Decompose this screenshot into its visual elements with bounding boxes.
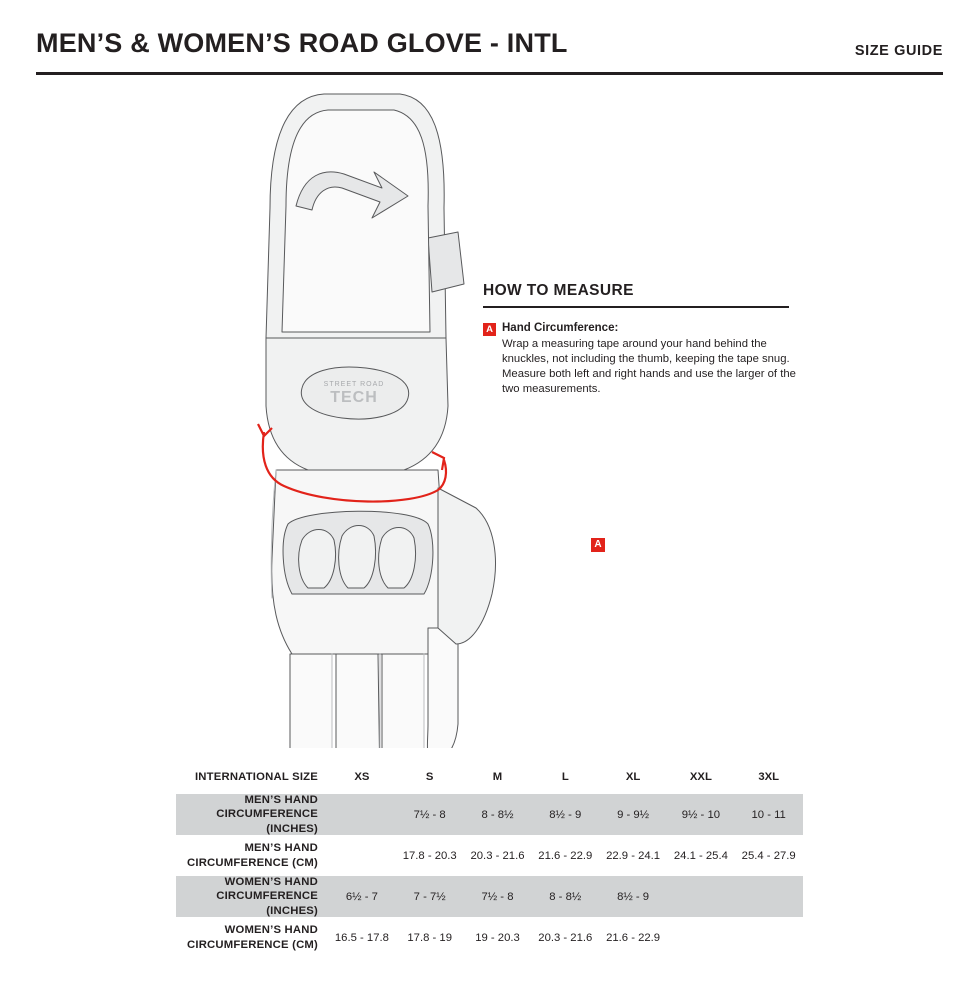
size-column-s: S	[425, 771, 434, 783]
cell-mens-cm-s: 17.8 - 20.3	[402, 849, 457, 862]
cell-womens-inches-s: 7 - 7½	[413, 890, 446, 903]
row-label-line2: CIRCUMFERENCE (CM)	[187, 938, 318, 951]
measure-text-block	[502, 322, 802, 397]
how-to-measure-section	[483, 282, 803, 397]
row-label-womens-cm	[176, 917, 328, 958]
row-label-mens-cm	[176, 835, 328, 876]
cell-mens-inches-xxl: 9½ - 10	[681, 808, 721, 821]
cell-womens-inches-l: 8 - 8½	[549, 890, 582, 903]
how-to-measure-divider	[483, 306, 789, 308]
cell-womens-cm-xl: 21.6 - 22.9	[606, 931, 661, 944]
glove-logo-line1: STREET ROAD	[323, 381, 385, 388]
row-label-mens-inches	[176, 794, 328, 835]
cell-mens-inches-s: 7½ - 8	[413, 808, 446, 821]
table-row	[176, 917, 803, 958]
page-header	[0, 0, 979, 78]
size-column-xl: XL	[625, 771, 641, 783]
measure-item-heading: Hand Circumference:	[502, 322, 619, 334]
cell-womens-cm-m: 19 - 20.3	[475, 931, 520, 944]
size-column-l: L	[561, 771, 569, 783]
row-label-line1: MEN’S HAND	[244, 794, 318, 807]
row-label-line2: CIRCUMFERENCE (CM)	[187, 856, 318, 869]
cell-womens-inches-m: 7½ - 8	[481, 890, 514, 903]
cell-womens-inches-xl: 8½ - 9	[617, 890, 650, 903]
cell-womens-cm-3xl	[735, 917, 803, 958]
row-label-line2: CIRCUMFERENCE (INCHES)	[216, 808, 318, 835]
row-label-line1: MEN’S HAND	[244, 842, 318, 855]
cell-womens-inches-xxl	[667, 876, 735, 917]
table-header-label-text: INTERNATIONAL SIZE	[194, 770, 318, 783]
cell-womens-cm-s: 17.8 - 19	[407, 931, 452, 944]
page-title: MEN’S & WOMEN’S ROAD GLOVE - INTL	[36, 28, 568, 58]
row-label-line1: WOMEN’S HAND	[224, 876, 318, 889]
size-guide-badge	[855, 42, 943, 60]
table-row	[176, 835, 803, 876]
cell-mens-cm-l: 21.6 - 22.9	[538, 849, 593, 862]
size-column-m: M	[492, 771, 503, 783]
row-label-womens-inches	[176, 876, 328, 917]
row-label-line1: WOMEN’S HAND	[224, 924, 318, 937]
cell-mens-cm-m: 20.3 - 21.6	[470, 849, 525, 862]
table-row	[176, 876, 803, 917]
cell-mens-inches-xl: 9 - 9½	[617, 808, 650, 821]
cell-mens-inches-xs	[328, 794, 396, 835]
size-table	[176, 760, 803, 958]
cell-womens-cm-l: 20.3 - 21.6	[538, 931, 593, 944]
cell-womens-inches-3xl	[735, 876, 803, 917]
size-column-3xl: 3XL	[758, 771, 780, 783]
cell-mens-cm-3xl: 25.4 - 27.9	[741, 849, 796, 862]
cell-mens-cm-xl: 22.9 - 24.1	[606, 849, 661, 862]
cell-mens-cm-xxl: 24.1 - 25.4	[673, 849, 728, 862]
cell-womens-cm-xs: 16.5 - 17.8	[334, 931, 389, 944]
glove-diagram-svg	[232, 88, 532, 748]
cell-mens-inches-3xl: 10 - 11	[751, 808, 786, 821]
cell-womens-inches-xs: 6½ - 7	[345, 890, 378, 903]
table-row	[176, 794, 803, 835]
size-column-xs: XS	[354, 771, 370, 783]
measure-item-text: Wrap a measuring tape around your hand behind the knuckles, not including the thumb, keeping the tape snug. Measure both left and right hands and use the larger of the two measurements.	[502, 338, 796, 395]
diagram-marker-a: A	[591, 538, 605, 552]
how-to-measure-title: HOW TO MEASURE	[483, 282, 634, 299]
table-header-label	[176, 760, 328, 794]
measure-marker-a: A	[483, 323, 496, 336]
header-divider	[36, 72, 943, 75]
cell-mens-inches-m: 8 - 8½	[481, 808, 514, 821]
row-label-line2: CIRCUMFERENCE (INCHES)	[216, 890, 318, 917]
size-guide-label: SIZE GUIDE	[854, 43, 943, 59]
glove-logo-line2: TECH	[330, 389, 378, 406]
cell-mens-inches-l: 8½ - 9	[549, 808, 582, 821]
how-to-measure-item	[483, 322, 803, 397]
table-header-row	[176, 760, 803, 794]
cell-womens-cm-xxl	[667, 917, 735, 958]
cell-mens-cm-xs	[328, 835, 396, 876]
size-column-xxl: XXL	[689, 771, 712, 783]
